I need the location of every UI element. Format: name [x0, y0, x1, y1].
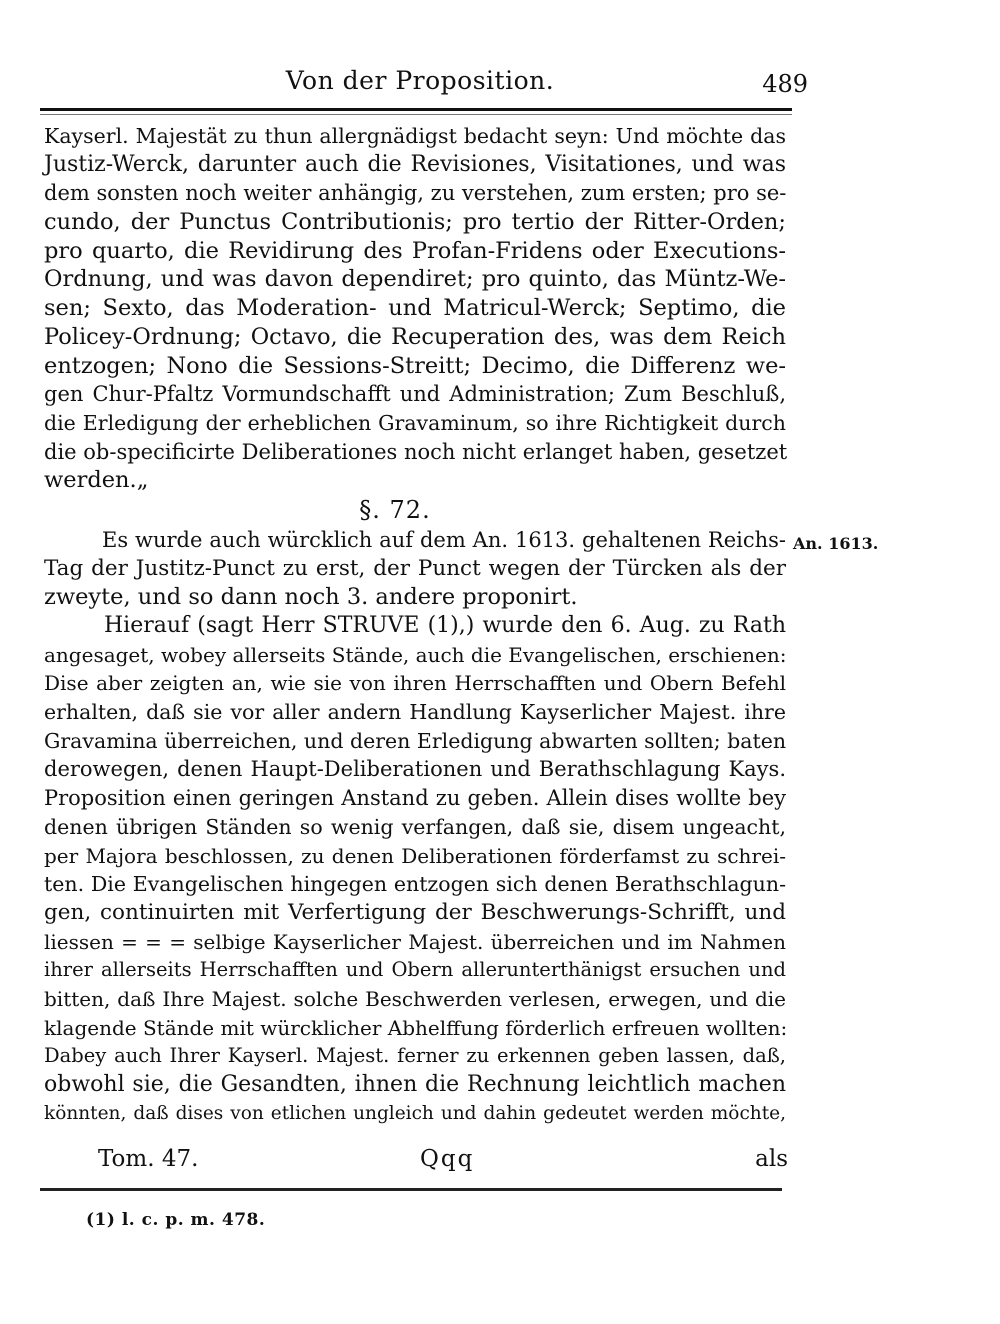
text-line: klagende Stände mit würcklicher Abhelffung förderlich erfreuen wollten:	[44, 1015, 788, 1040]
section-heading: §. 72.	[359, 495, 431, 524]
running-head	[40, 66, 808, 100]
text-line: pro quarto, die Revidirung des Profan-Fridens oder Executions-	[44, 237, 786, 264]
text-line: ten. Die Evangelischen hingegen entzogen sich denen Berathschlagun-	[44, 872, 786, 897]
text-line: Dise aber zeigten an, wie sie von ihren Herrschafften und Obern Befehl	[44, 671, 786, 696]
text-line: erhalten, daß sie vor aller andern Handlung Kayserlicher Majest. ihre	[44, 700, 786, 725]
text-line: Proposition einen geringen Anstand zu geben. Allein dises wollte bey	[44, 786, 786, 811]
header-rule	[40, 108, 792, 111]
text-line: bitten, daß Ihre Majest. solche Beschwerden verlesen, erwegen, und die	[44, 986, 786, 1011]
text-line: zweyte, und so dann noch 3. andere proponirt.	[44, 584, 578, 611]
text-line: Policey-Ordnung; Octavo, die Recuperation des, was dem Reich	[44, 323, 786, 350]
text-line: per Majora beschlossen, zu denen Deliberationen förderfamst zu schrei-	[44, 843, 786, 868]
text-line: derowegen, denen Haupt-Deliberationen und Berathschlagung Kays.	[44, 757, 786, 782]
body-text	[44, 122, 786, 1128]
text-line: Justiz-Werck, darunter auch die Revisiones, Visitationes, und was	[44, 151, 786, 177]
footnote: (1) l. c. p. m. 478.	[86, 1210, 266, 1230]
text-line: angesaget, wobey allerseits Stände, auch die Evangelischen, erschienen:	[44, 642, 787, 667]
text-line: sen; Sexto, das Moderation- und Matricul-Werck; Septimo, die	[44, 295, 786, 322]
running-title: Von der Proposition.	[285, 66, 555, 95]
text-line: entzogen; Nono die Sessions-Streitt; Decimo, die Differenz we-	[44, 352, 786, 379]
text-line: dem sonsten noch weiter anhängig, zu verstehen, zum ersten; pro se-	[44, 181, 787, 206]
text-line: Tag der Justitz-Punct zu erst, der Punct wegen der Türcken als der	[44, 555, 786, 581]
text-line: ihrer allerseits Herrschafften und Obern allerunterthänigst ersuchen und	[44, 958, 786, 982]
footnote-rule	[40, 1188, 782, 1191]
text-line: cundo, der Punctus Contributionis; pro tertio der Ritter-Orden;	[44, 209, 786, 236]
text-line: Kayserl. Majestät zu thun allergnädigst bedacht seyn: Und möchte das	[44, 124, 786, 148]
text-line: denen übrigen Ständen so wenig verfangen, daß sie, disem ungeacht,	[44, 814, 786, 839]
catchword: als	[755, 1146, 788, 1172]
text-line: Ordnung, und was davon dependiret; pro quinto, das Müntz-We-	[44, 266, 786, 293]
volume-mark: Tom. 47.	[98, 1146, 199, 1172]
text-line: gen, continuirten mit Verfertigung der Beschwerungs-Schrifft, und	[44, 899, 786, 925]
paragraph-first-line: Hierauf (sagt Herr STRUVE (1),) wurde den 6. Aug. zu Rath	[104, 613, 786, 638]
text-line: könnten, daß dises von etlichen ungleich und dahin gedeutet werden möchte,	[44, 1102, 786, 1124]
text-line: Gravamina überreichen, und deren Erledigung abwarten sollten; baten	[44, 728, 787, 753]
page-number: 489	[762, 70, 808, 98]
text-line: die Erledigung der erheblichen Gravaminum, so ihre Richtigkeit durch	[44, 410, 786, 435]
margin-note: An. 1613.	[793, 534, 879, 553]
text-line: die ob-specificirte Deliberationes noch nicht erlanget haben, gesetzet	[44, 439, 788, 464]
text-line: obwohl sie, die Gesandten, ihnen die Rechnung leichtlich machen	[44, 1072, 786, 1097]
signature-line	[98, 1146, 788, 1176]
paragraph-first-line: Es wurde auch würcklich auf dem An. 1613. gehaltenen Reichs-	[102, 527, 786, 552]
text-line: liessen = = = selbige Kayserlicher Majest. überreichen und im Nahmen	[44, 929, 786, 954]
text-line: gen Chur-Pfaltz Vormundschafft und Administration; Zum Beschluß,	[44, 382, 786, 407]
text-line: Dabey auch Ihrer Kayserl. Majest. ferner zu erkennen geben lassen, daß,	[44, 1044, 786, 1068]
text-line: werden.„	[44, 467, 149, 494]
signature-mark: Qqq	[420, 1146, 475, 1172]
